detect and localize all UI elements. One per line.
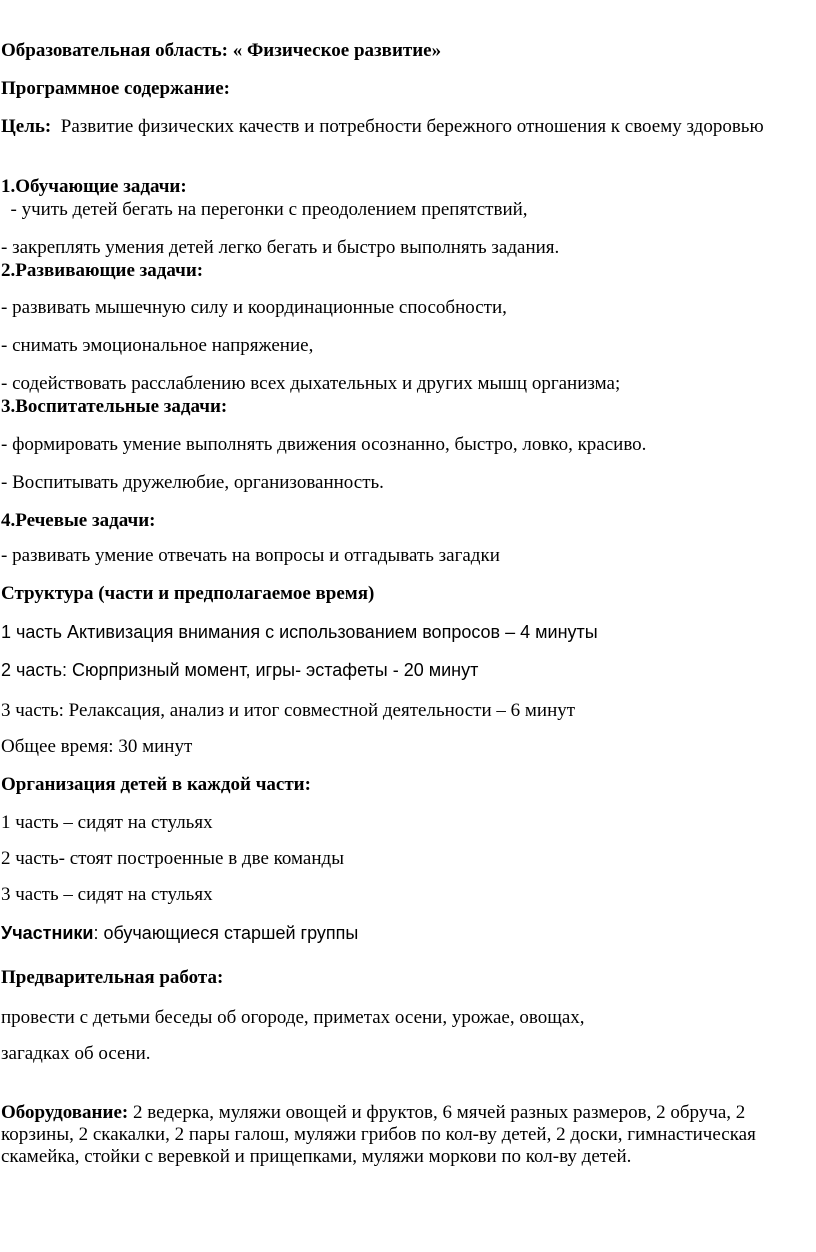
goal-text: Развитие физических качеств и потребности бережного отношения к своему здоровью — [60, 116, 764, 137]
task-item: - развивать мышечную силу и координационные способности, — [1, 297, 507, 318]
task-item: - учить детей бегать на перегонки с преодолением препятствий, — [10, 199, 528, 220]
equipment-text: 2 ведерка, муляжи овощей и фруктов, 6 мячей разных размеров, 2 обруча, 2 корзины, 2 скакалки, 2 пары галош, муляжи грибов по кол-ву детей, 2 доски, гимнастическая скамейка, стойки с веревкой и прищепками, муляжи моркови по кол-ву детей. — [1, 1102, 756, 1167]
preliminary-heading: Предварительная работа: — [1, 967, 224, 988]
goal-paragraph — [1, 116, 813, 138]
preliminary-line: загадках об осени. — [1, 1043, 151, 1064]
participants-line — [1, 922, 358, 944]
organization-item: 2 часть- стоят построенные в две команды — [1, 848, 344, 869]
area-heading: Образовательная область: « Физическое развитие» — [1, 40, 442, 61]
participants-text: : обучающиеся старшей группы — [93, 923, 359, 943]
goal-label: Цель: — [1, 116, 52, 137]
structure-heading: Структура (части и предполагаемое время) — [1, 583, 375, 604]
participants-label: Участники — [1, 923, 94, 943]
equipment-label: Оборудование: — [1, 1102, 129, 1123]
preliminary-line: провести с детьми беседы об огороде, приметах осени, урожае, овощах, — [1, 1007, 585, 1028]
total-time: Общее время: 30 минут — [1, 736, 193, 757]
task-group-title: 3.Воспитательные задачи: — [1, 396, 228, 417]
structure-part: 2 часть: Сюрпризный момент, игры- эстафеты - 20 минут — [1, 660, 479, 680]
task-group-title: 2.Развивающие задачи: — [1, 260, 204, 281]
equipment-paragraph — [1, 1102, 813, 1168]
organization-heading: Организация детей в каждой части: — [1, 774, 311, 795]
task-item: - развивать умение отвечать на вопросы и отгадывать загадки — [1, 545, 500, 566]
task-group-title: 4.Речевые задачи: — [1, 510, 156, 531]
task-item: - содействовать расслаблению всех дыхательных и других мышц организма; — [1, 373, 621, 394]
organization-item: 3 часть – сидят на стульях — [1, 884, 213, 905]
task-item: - формировать умение выполнять движения осознанно, быстро, ловко, красиво. — [1, 434, 647, 455]
task-item: - Воспитывать дружелюбие, организованность. — [1, 472, 384, 493]
task-group-title: 1.Обучающие задачи: — [1, 176, 187, 197]
task-item: - закреплять умения детей легко бегать и быстро выполнять задания. — [1, 237, 560, 258]
structure-part: 1 часть Активизация внимания с использованием вопросов – 4 минуты — [1, 622, 598, 642]
program-content-heading: Программное содержание: — [1, 78, 230, 99]
organization-item: 1 часть – сидят на стульях — [1, 812, 213, 833]
task-item: - снимать эмоциональное напряжение, — [1, 335, 314, 356]
structure-part: 3 часть: Релаксация, анализ и итог совместной деятельности – 6 минут — [1, 700, 576, 721]
